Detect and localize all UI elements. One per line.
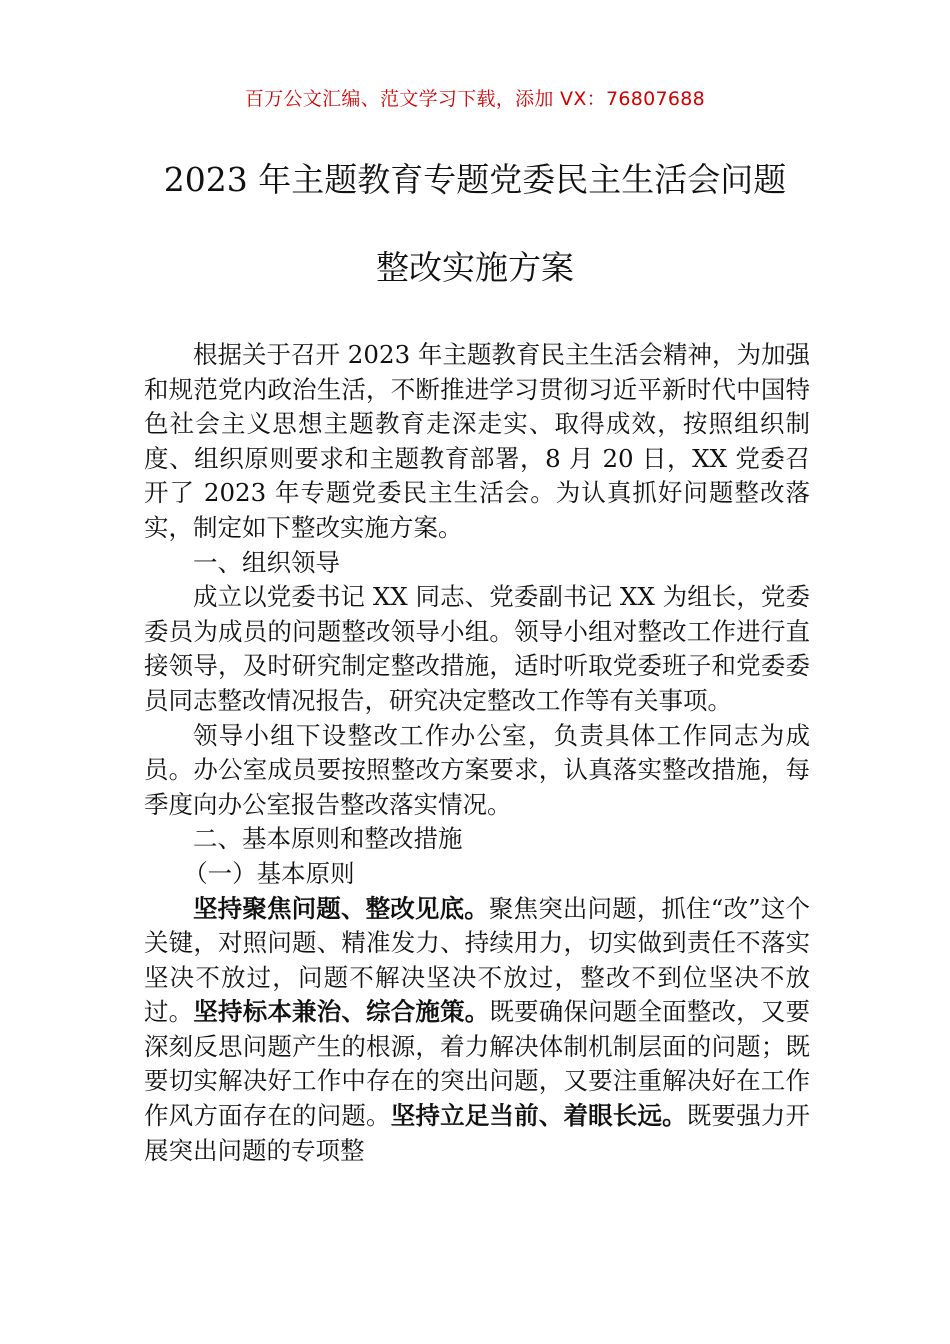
intro-paragraph: 根据关于召开 2023 年主题教育民主生活会精神，为加强和规范党内政治生活，不断推进学习贯彻习近平新时代中国特色社会主义思想主题教育走深走实、取得成效，按照组织制度、组织原则要求和主题教育部署，8 月 20 日，XX 党委召开了 2023 年专题党委民主生活会。为认真抓好问题整改落实，制定如下整改实施方案。 <box>144 340 810 542</box>
principle-3-text: 既要强力开展突出问题的专项整 <box>144 1101 811 1165</box>
document-title-line-1: 2023 年主题教育专题党委民主生活会问题 <box>163 160 787 199</box>
organization-paragraph-2: 领导小组下设整改工作办公室，负责具体工作同志为成员。办公室成员要按照整改方案要求，认真落实整改措施，每季度向办公室报告整改落实情况。 <box>144 720 810 819</box>
document-title-line-2: 整改实施方案 <box>376 248 574 287</box>
principle-1-text: 聚焦突出问题，抓住“改”这个关键，对照问题、精准发力、持续用力，切实做到责任不落实坚决不放过，问题不解决坚决不放过，整改不到位坚决不放过。 <box>144 893 810 1027</box>
organization-paragraph-1: 成立以党委书记 XX 同志、党委副书记 XX 为组长，党委委员为成员的问题整改领导小组。领导小组对整改工作进行直接领导，及时研究制定整改措施，适时听取党委班子和党委委员同志整改情况报告，研究决定整改工作等有关事项。 <box>144 582 810 715</box>
principle-2-title: 坚持标本兼治、综合施策。 <box>193 997 490 1027</box>
principle-2-text: 既要确保问题全面整改，又要深刻反思问题产生的根源，着力解决体制机制层面的问题；既要切实解决好工作中存在的突出问题，又要注重解决好在工作作风方面存在的问题。 <box>144 997 811 1131</box>
section-heading-principles-measures: 二、基本原则和整改措施 <box>193 824 463 854</box>
principle-3-title: 坚持立足当前、着眼长远。 <box>390 1101 687 1131</box>
principle-1-title: 坚持聚焦问题、整改见底。 <box>193 893 489 923</box>
promo-banner: 百万公文汇编、范文学习下载，添加 VX：76807688 <box>244 88 706 110</box>
section-heading-organization: 一、组织领导 <box>193 547 340 577</box>
subsection-heading-basic-principles: （一）基本原则 <box>183 858 355 888</box>
document-body <box>144 338 810 1168</box>
principles-paragraph <box>144 892 810 1169</box>
